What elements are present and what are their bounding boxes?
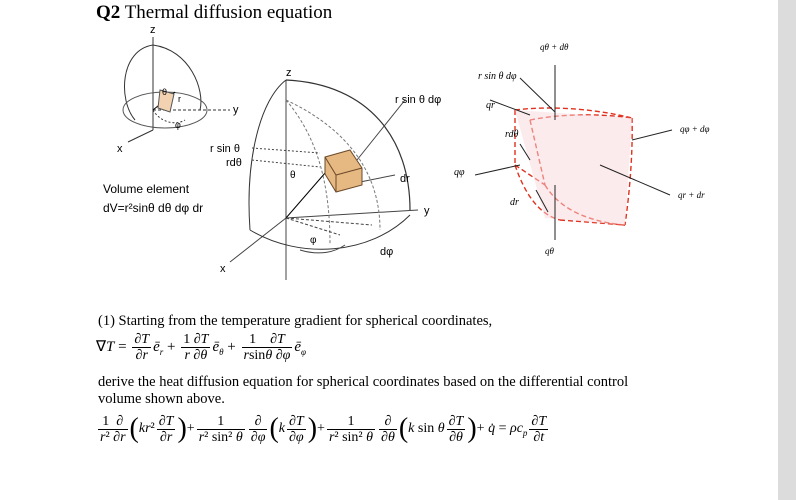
- large-axis-x-label: x: [220, 263, 226, 275]
- small-theta-label: θ: [162, 87, 168, 97]
- right-r-sin-theta-dphi-label: r sin θ dφ: [478, 71, 517, 82]
- small-axis-y-label: y: [233, 104, 239, 116]
- small-phi-label: φ: [175, 120, 181, 130]
- heat-diffusion-equation: $\frac{1 \partial}{\text{r² ∂r}}$ (kr² $\frac{\partial T}{\partial r}$ )+ $\frac{1}{\text{r² sin² θ}}$ $\frac{\partial}{\partial\varphi}$ (k $\frac{\partial T}{\partial\varphi}$ )+ $\frac{1}{\text{r² sin² θ}}$ $\frac{\partial}{\partial\theta}$ (k sin θ $\frac{\partial T}{\partial\theta}$ )+ q̇ = $\rho c_p$ $\frac{\partial T}{\partial t}$: [100, 413, 547, 445]
- q-r-label: qr: [486, 100, 495, 111]
- volume-element-caption: Volume element: [103, 182, 190, 196]
- r-sin-theta-label: r sin θ: [210, 143, 240, 155]
- right-dr-label: dr: [510, 197, 519, 208]
- q-phi-label: qφ: [454, 167, 465, 178]
- dr-label: dr: [400, 173, 410, 185]
- instruction-line-2: derive the heat diffusion equation for spherical coordinates based on the differential control: [98, 374, 629, 390]
- q-theta-label: qθ: [545, 246, 554, 256]
- volume-element-box: [325, 150, 362, 192]
- control-volume-fill: [515, 110, 632, 225]
- question-number: Q2: [96, 2, 121, 23]
- q-theta-dtheta-label: qθ + dθ: [540, 42, 569, 52]
- q-phi-dphi-label: qφ + dφ: [680, 124, 710, 134]
- large-theta-label: θ: [290, 170, 296, 181]
- gradient-equation: ∇T = $\frac{\partial T}{\partial r}$ $ē_r$ + $\frac{1 \partial T}{r \partial\theta}$ $ē_\theta$ + $\frac{1 \partial T}{rsin\theta \partial\varphi}$ $ē_\varphi$: [96, 332, 307, 363]
- small-r-label: r: [178, 94, 181, 104]
- r-dtheta-label: rdθ: [226, 157, 242, 169]
- volume-element-formula: dV=r²sinθ dθ dφ dr: [103, 201, 204, 215]
- instruction-line-3: volume shown above.: [98, 391, 225, 407]
- small-axis-z-label: z: [150, 24, 156, 36]
- large-axis-z-label: z: [286, 67, 292, 79]
- instruction-line-1: (1) Starting from the temperature gradient for spherical coordinates,: [98, 313, 493, 329]
- r-sin-theta-dphi-label: r sin θ dφ: [395, 94, 442, 106]
- q-r-dr-label: qr + dr: [678, 190, 705, 200]
- large-axis-y-label: y: [424, 205, 430, 217]
- dphi-label: dφ: [380, 246, 394, 258]
- question-title-text: Thermal diffusion equation: [124, 2, 333, 23]
- right-r-dtheta-label: rdθ: [505, 129, 519, 140]
- large-phi-label: φ: [310, 235, 317, 246]
- small-axis-x-label: x: [117, 143, 123, 155]
